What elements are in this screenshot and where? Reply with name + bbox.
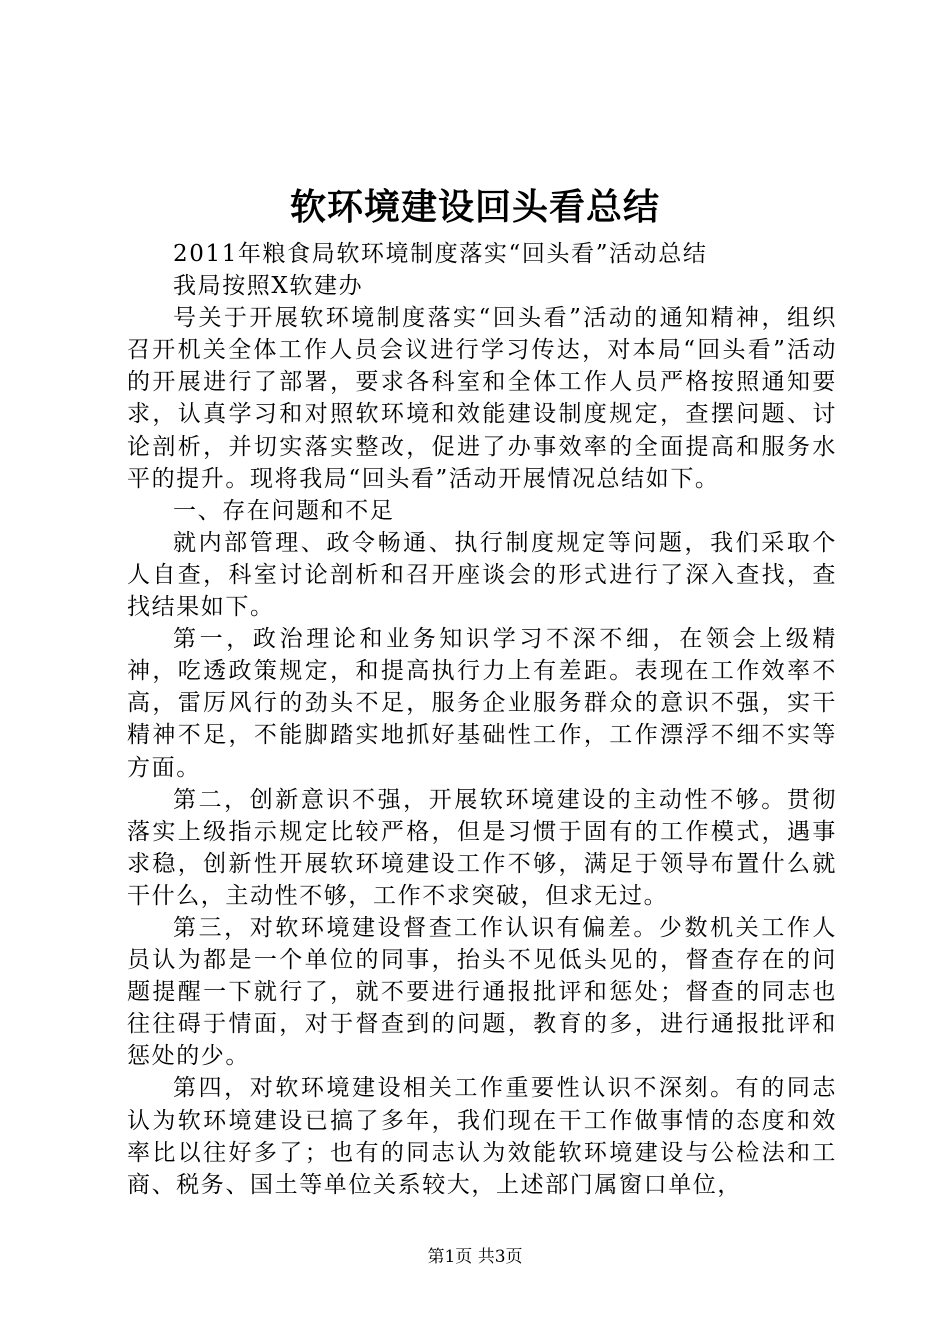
document-title: 软环境建设回头看总结 xyxy=(289,187,660,228)
paragraph-subtitle: 2011年粮食局软环境制度落实“回头看”活动总结 xyxy=(173,241,708,267)
paragraph: 第四，对软环境建设相关工作重要性认识不深刻。有的同志认为软环境建设已搞了多年，我们现在干工作做事情的态度和效率比以往好多了；也有的同志认为效能软环境建设与公检法和工商、税务、国土等单位关系较大，上述部门属窗口单位， xyxy=(127,1075,837,1198)
section-heading: 一、存在问题和不足 xyxy=(173,497,395,524)
paragraph: 号关于开展软环境制度落实“回头看”活动的通知精神，组织召开机关全体工作人员会议进行学习传达，对本局“回头看”活动的开展进行了部署，要求各科室和全体工作人员严格按照通知要求，认真学习和对照软环境和效能建设制度规定，查摆问题、讨论剖析，并切实落实整改，促进了办事效率的全面提高和服务水平的提升。现将我局“回头看”活动开展情况总结如下。 xyxy=(127,305,837,492)
document-body xyxy=(127,238,837,1201)
page-footer: 第1页 共3页 xyxy=(427,1247,523,1267)
paragraph: 第一，政治理论和业务知识学习不深不细，在领会上级精神，吃透政策规定，和提高执行力上有差距。表现在工作效率不高，雷厉风行的劲头不足，服务企业服务群众的意识不强，实干精神不足，不能脚踏实地抓好基础性工作，工作漂浮不细不实等方面。 xyxy=(127,626,837,781)
paragraph: 第三，对软环境建设督查工作认识有偏差。少数机关工作人员认为都是一个单位的同事，抬头不见低头见的，督查存在的问题提醒一下就行了，就不要进行通报批评和惩处；督查的同志也往往碍于情面，对于督查到的问题，教育的多，进行通报批评和惩处的少。 xyxy=(127,914,837,1070)
paragraph: 就内部管理、政令畅通、执行制度规定等问题，我们采取个人自查，科室讨论剖析和召开座谈会的形式进行了深入查找，查找结果如下。 xyxy=(127,529,837,621)
paragraph: 第二，创新意识不强，开展软环境建设的主动性不够。贯彻落实上级指示规定比较严格，但是习惯于固有的工作模式，遇事求稳，创新性开展软环境建设工作不够，满足于领导布置什么就干什么，主动性不够，工作不求突破，但求无过。 xyxy=(127,786,837,909)
paragraph-intro: 我局按照X软建办 xyxy=(173,273,364,300)
